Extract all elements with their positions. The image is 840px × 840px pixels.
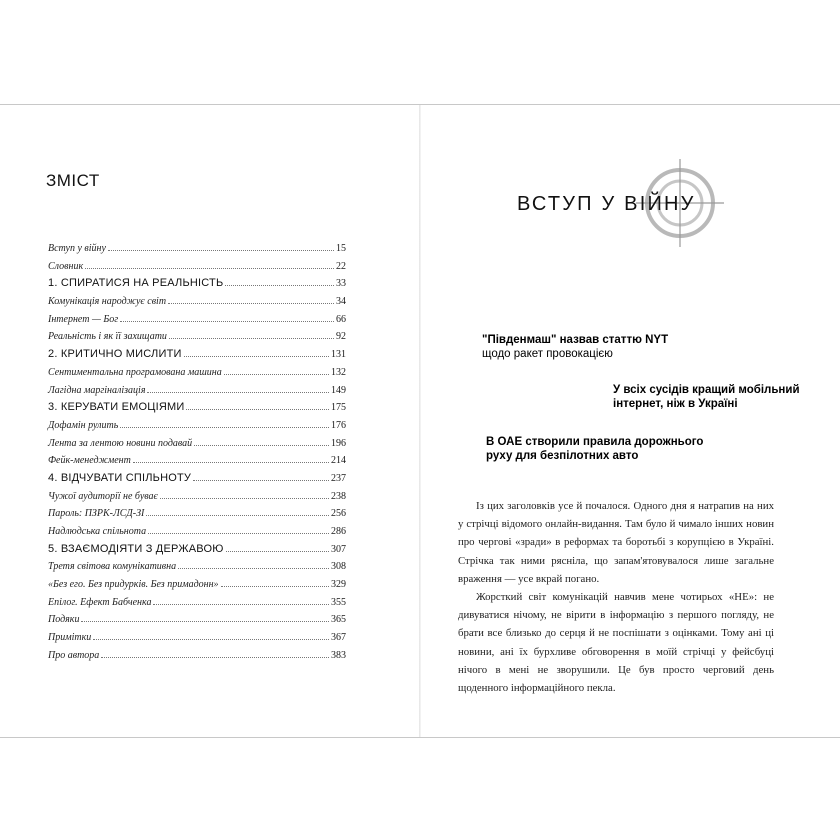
toc-leader-dots: [168, 303, 334, 304]
toc-leader-dots: [133, 462, 329, 463]
toc-entry-row: [48, 293, 346, 311]
toc-section-row: [48, 346, 346, 364]
toc-page-number: 237: [331, 472, 346, 484]
toc-page-number: 365: [331, 614, 346, 626]
toc-entry-label: 5. ВЗАЄМОДІЯТИ З ДЕРЖАВОЮ: [48, 542, 224, 555]
toc-leader-dots: [93, 639, 329, 640]
toc-leader-dots: [224, 374, 329, 375]
toc-entry-row: [48, 382, 346, 400]
toc-page-number: 176: [331, 419, 346, 431]
toc-entry-row: [48, 240, 346, 258]
toc-entry-label: Пароль: ПЗРК-ЛСД-ЗІ: [48, 508, 145, 520]
toc-leader-dots: [120, 427, 329, 428]
toc-title: ЗМІСТ: [46, 171, 100, 190]
toc-leader-dots: [120, 321, 334, 322]
toc-entry-label: Третя світова комунікативна: [48, 561, 177, 573]
toc-leader-dots: [108, 250, 334, 251]
toc-leader-dots: [186, 409, 329, 410]
toc-page-number: 92: [336, 331, 346, 343]
toc-entry-label: Вступ у війну: [48, 243, 106, 254]
toc-entry-label: Чужої аудиторії не буває: [48, 490, 158, 502]
toc-entry-row: [48, 258, 346, 276]
body-paragraph-2: Жорсткий світ комунікацій навчив мене чотирьох «НЕ»: не дивуватися нічому, не вірити в інформацію з першого погляду, не брати все близько до серця й не поспішати з оцінками. Тому ані ці новини, ані їх бурхливе обговорення в моїй стрічці у фейсбуці нічого в мені не зворушили. Це був просто черговий день щоденного інформаційного пекла.: [458, 591, 774, 695]
toc-page-number: 367: [331, 632, 346, 644]
toc-entry-row: [48, 576, 346, 594]
toc-leader-dots: [225, 285, 334, 286]
toc-entry-label: Дофамін рулить: [48, 419, 119, 431]
toc-section-row: [48, 399, 346, 417]
toc-entry-row: [48, 558, 346, 576]
toc-page-number: 34: [336, 296, 346, 308]
toc-leader-dots: [221, 586, 329, 587]
toc-section-row: [48, 275, 346, 293]
toc-entry-row: [48, 594, 346, 612]
toc-entry-label: Епілог. Ефект Бабченка: [48, 596, 152, 608]
toc-entry-row: [48, 435, 346, 453]
toc-entry-label: 4. ВІДЧУВАТИ СПІЛЬНОТУ: [48, 471, 192, 484]
toc-entry-row: [48, 629, 346, 647]
toc-entry-row: [48, 611, 346, 629]
toc-page-number: 196: [331, 437, 346, 449]
toc-entry-label: Фейк-менеджмент: [48, 455, 131, 467]
table-of-contents: [48, 240, 346, 665]
toc-entry-label: Сентиментальна програмована машина: [48, 366, 222, 378]
toc-leader-dots: [146, 515, 329, 516]
toc-entry-label: Лагідна маргіналізація: [48, 384, 146, 396]
toc-entry-row: [48, 311, 346, 329]
toc-page-number: 175: [331, 402, 346, 414]
toc-page-number: 383: [331, 649, 346, 661]
toc-section-row: [48, 470, 346, 488]
toc-entry-label: Примітки: [48, 632, 92, 644]
toc-page-number: 307: [331, 543, 346, 555]
body-text: [458, 497, 774, 697]
toc-entry-label: 3. КЕРУВАТИ ЕМОЦІЯМИ: [48, 401, 185, 414]
toc-leader-dots: [85, 268, 334, 269]
toc-page-number: 132: [331, 366, 346, 378]
headline-1: [482, 333, 712, 361]
toc-page-number: 22: [336, 260, 346, 272]
toc-leader-dots: [226, 551, 329, 552]
toc-leader-dots: [193, 480, 329, 481]
toc-entry-row: [48, 488, 346, 506]
toc-leader-dots: [147, 392, 329, 393]
toc-leader-dots: [148, 533, 329, 534]
toc-leader-dots: [81, 621, 329, 622]
toc-entry-row: [48, 647, 346, 665]
toc-entry-label: 1. СПИРАТИСЯ НА РЕАЛЬНІСТЬ: [48, 277, 224, 290]
toc-entry-label: 2. КРИТИЧНО МИСЛИТИ: [48, 348, 182, 361]
toc-section-row: [48, 541, 346, 559]
toc-entry-label: Комунікація народжує світ: [48, 296, 167, 308]
headline-1-line-1: "Південмаш" назвав статтю NYT: [482, 334, 669, 346]
left-page: [0, 105, 419, 737]
toc-entry-row: [48, 523, 346, 541]
toc-page-number: 355: [331, 596, 346, 608]
toc-leader-dots: [160, 498, 329, 499]
toc-entry-row: [48, 328, 346, 346]
body-paragraph-1: Із цих заголовків усе й почалося. Одного дня я натрапив на них у стрічці відомого онлайн-видання. Там було й чимало інших новин про чергові «зради» в реформах та боротьбі з корупцією в Україні. Стрічка так ними рясніла, що запам'ятовувалося лише загальне враження — усе вкрай погано.: [458, 500, 774, 585]
toc-leader-dots: [101, 657, 329, 658]
toc-entry-label: Лента за лентою новини подавай: [48, 437, 193, 449]
toc-leader-dots: [169, 338, 334, 339]
toc-page-number: 15: [336, 243, 346, 254]
toc-leader-dots: [184, 356, 329, 357]
toc-entry-label: «Без его. Без придурків. Без примадонн»: [48, 579, 219, 591]
toc-entry-row: [48, 452, 346, 470]
toc-leader-dots: [194, 445, 329, 446]
toc-entry-label: Подяки: [48, 614, 80, 626]
toc-leader-dots: [153, 604, 329, 605]
toc-entry-row: [48, 364, 346, 382]
toc-page-number: 149: [331, 384, 346, 396]
toc-entry-label: Словник: [48, 260, 84, 272]
toc-entry-label: Надлюдська спільнота: [48, 526, 147, 537]
toc-page-number: 238: [331, 490, 346, 502]
toc-page-number: 256: [331, 508, 346, 520]
headline-3: В ОАЕ створили правила дорожнього руху для безпілотних авто: [486, 436, 704, 462]
toc-entry-label: Інтернет — Бог: [48, 313, 119, 325]
toc-page-number: 286: [331, 526, 346, 537]
toc-page-number: 214: [331, 455, 346, 467]
headline-2: У всіх сусідів кращий мобільний інтернет, ніж в Україні: [613, 384, 800, 410]
book-spread: [0, 104, 840, 738]
toc-page-number: 308: [331, 561, 346, 573]
toc-page-number: 33: [336, 278, 346, 290]
toc-leader-dots: [178, 568, 329, 569]
toc-entry-label: Про автора: [48, 649, 100, 661]
toc-entry-row: [48, 505, 346, 523]
chapter-title: ВСТУП У ВІЙНУ: [517, 193, 696, 215]
toc-page-number: 131: [331, 349, 346, 361]
toc-entry-row: [48, 417, 346, 435]
right-page: [421, 105, 840, 737]
toc-entry-label: Реальність і як її захищати: [48, 331, 167, 343]
toc-page-number: 329: [331, 579, 346, 591]
toc-page-number: 66: [336, 313, 346, 325]
headline-1-line-2: щодо ракет провокацією: [482, 348, 613, 360]
